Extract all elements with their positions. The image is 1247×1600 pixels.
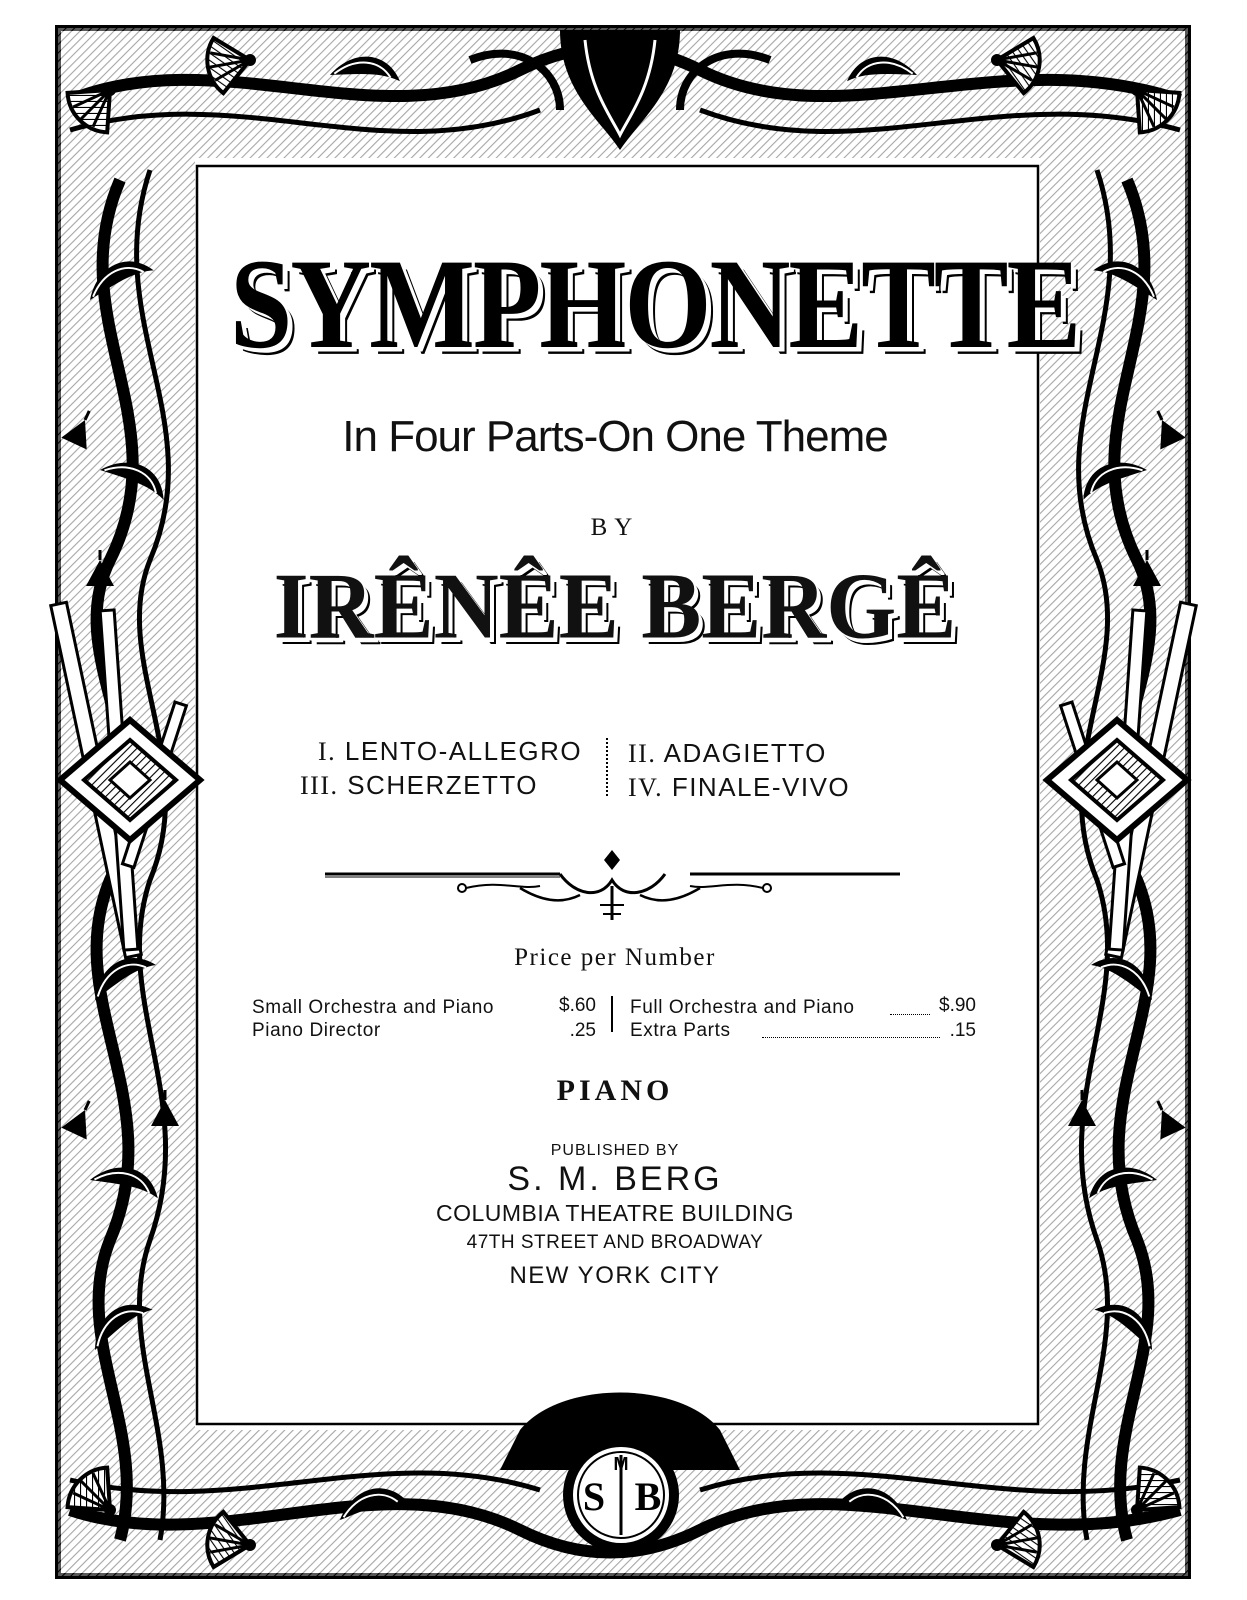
movement-2 — [628, 738, 827, 769]
price-divider — [611, 996, 613, 1032]
price-value-extra-parts: .15 — [949, 1020, 976, 1041]
by-label: BY — [590, 514, 640, 541]
price-value-piano-director: .25 — [569, 1020, 596, 1041]
price-value-small-orchestra: $.60 — [559, 995, 596, 1016]
price-leader-dots — [762, 1037, 940, 1038]
title: SYMPHONETTE — [230, 233, 1080, 376]
movement-name: LENTO-ALLEGRO — [344, 736, 583, 766]
movement-number: IV. — [628, 773, 664, 802]
movement-name: SCHERZETTO — [347, 770, 538, 800]
movement-number: I. — [318, 737, 337, 766]
price-value-full-orchestra: $.90 — [939, 995, 976, 1016]
price-heading: Price per Number — [514, 944, 716, 971]
price-label-small-orchestra: Small Orchestra and Piano — [252, 997, 495, 1018]
subtitle: In Four Parts-On One Theme — [342, 412, 888, 461]
movement-divider — [606, 738, 608, 796]
movement-4 — [628, 772, 850, 803]
movement-name: FINALE-VIVO — [671, 772, 851, 802]
publisher-address-building: COLUMBIA THEATRE BUILDING — [436, 1200, 794, 1226]
movement-1 — [318, 736, 582, 767]
price-label-piano-director: Piano Director — [252, 1020, 381, 1041]
price-label-full-orchestra: Full Orchestra and Piano — [630, 997, 855, 1018]
composer-name: IRÊNÊE BERGÊ — [273, 554, 957, 659]
monogram-s: S — [582, 1474, 606, 1519]
publisher-name: S. M. BERG — [507, 1160, 723, 1198]
movement-number: III. — [300, 771, 339, 800]
movement-name: ADAGIETTO — [663, 738, 827, 768]
publisher-address-city: NEW YORK CITY — [509, 1262, 721, 1289]
monogram-b: B — [634, 1474, 662, 1519]
edition-label: PIANO — [556, 1074, 674, 1107]
monogram-m: M — [613, 1454, 629, 1474]
published-by-label: PUBLISHED BY — [550, 1142, 680, 1159]
price-label-extra-parts: Extra Parts — [630, 1020, 731, 1041]
publisher-address-street: 47TH STREET AND BROADWAY — [466, 1232, 764, 1253]
movement-3 — [300, 770, 538, 801]
movement-number: II. — [628, 739, 657, 768]
